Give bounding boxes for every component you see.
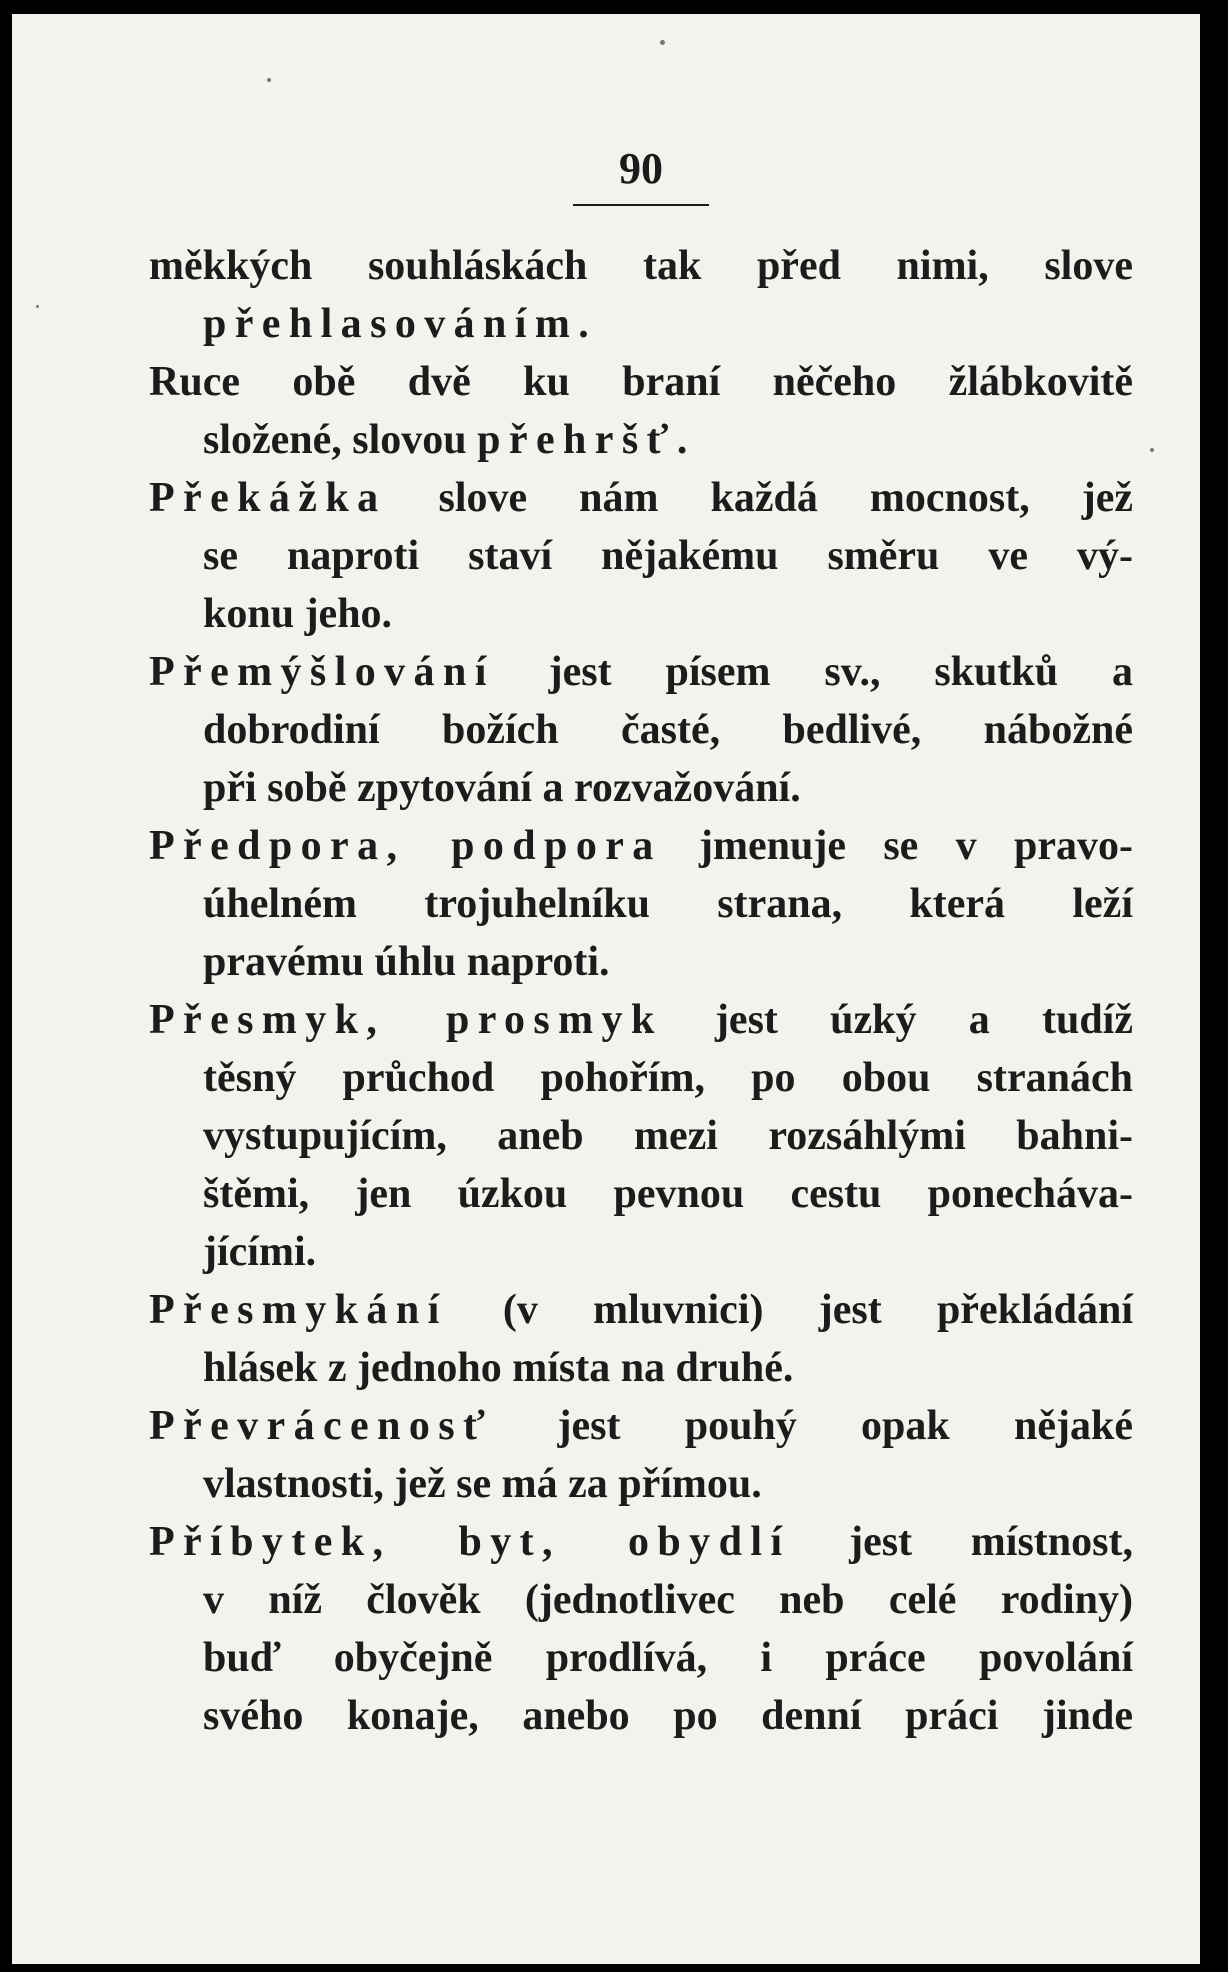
body-text: vlastnosti, jež se má za přímou. <box>203 1461 762 1507</box>
body-text: složené, slovou <box>203 417 478 463</box>
text-line <box>203 1688 1133 1744</box>
body-text: slove nám každá mocnost, jež <box>386 475 1133 521</box>
text-line <box>203 876 1133 932</box>
body-text: svého konaje, anebo po denní práci jinde <box>203 1693 1133 1739</box>
text-line <box>203 528 1133 584</box>
scan-speck <box>1150 448 1154 452</box>
text-line <box>149 992 1133 1048</box>
body-text: měkkých souhláskách tak před nimi, slove <box>149 243 1133 289</box>
text-line <box>203 412 1133 468</box>
body-text: Ruce obě dvě ku braní něčeho žlábkovitě <box>149 359 1133 405</box>
body-text: pravému úhlu naproti. <box>203 939 610 985</box>
text-line <box>203 702 1133 758</box>
text-line <box>203 1572 1133 1628</box>
body-text: vystupujícím, aneb mezi rozsáhlými bahni- <box>203 1113 1133 1159</box>
body-text: jícími. <box>203 1229 317 1275</box>
headword: přehršť. <box>477 417 696 463</box>
text-line <box>149 1514 1133 1570</box>
text-line <box>149 1282 1133 1338</box>
page-number: 90 <box>619 144 663 193</box>
headword: Příbytek, byt, obydlí <box>149 1519 791 1565</box>
headword: Převrácenosť <box>149 1403 494 1449</box>
body-text: dobrodiní božích časté, bedlivé, nábožné <box>203 707 1133 753</box>
text-line <box>149 238 1133 294</box>
body-text: (v mluvnici) jest překládání <box>447 1287 1133 1333</box>
body-text: úhelném trojuhelníku strana, která leží <box>203 881 1133 927</box>
headword: Překážka <box>149 475 387 521</box>
body-text: jmenuje se v pravo- <box>661 823 1133 869</box>
text-line <box>203 1108 1133 1164</box>
text-line <box>203 1456 1133 1512</box>
body-text: buď obyčejně prodlívá, i práce povolání <box>203 1635 1133 1681</box>
text-line <box>149 644 1133 700</box>
headword: přehlasováním. <box>203 301 598 347</box>
scan-speck <box>36 305 39 308</box>
scan-speck <box>267 78 271 82</box>
text-line <box>203 1050 1133 1106</box>
text-line <box>203 934 1133 990</box>
body-text: v níž člověk (jednotlivec neb celé rodiny) <box>203 1577 1133 1623</box>
body-text: jest pouhý opak nějaké <box>493 1403 1133 1449</box>
text-line <box>203 296 1133 352</box>
body-text: při sobě zpytování a rozvažování. <box>203 765 801 811</box>
body-text: konu jeho. <box>203 591 393 637</box>
text-line <box>149 1398 1133 1454</box>
headword: Předpora, podpora <box>149 823 662 869</box>
body-text: hlásek z jednoho místa na druhé. <box>203 1345 794 1391</box>
scan-speck <box>660 40 665 45</box>
text-line <box>203 760 1133 816</box>
body-text: jest místnost, <box>790 1519 1133 1565</box>
text-line <box>203 1224 1133 1280</box>
text-line <box>203 1340 1133 1396</box>
body-text: štěmi, jen úzkou pevnou cestu ponecháva- <box>203 1171 1133 1217</box>
text-line <box>149 818 1133 874</box>
text-line <box>203 1630 1133 1686</box>
text-line <box>203 586 1133 642</box>
body-text: těsný průchod pohořím, po obou stranách <box>203 1055 1133 1101</box>
text-line <box>203 1166 1133 1222</box>
headword: Přesmyk, prosmyk <box>149 997 663 1043</box>
headword: Přesmykání <box>149 1287 448 1333</box>
headword: Přemýšlování <box>149 649 495 695</box>
body-text: se naproti staví nějakému směru ve vý- <box>203 533 1133 579</box>
text-line <box>149 354 1133 410</box>
body-text: jest písem sv., skutků a <box>494 649 1133 695</box>
text-line <box>149 470 1133 526</box>
body-text: jest úzký a tudíž <box>662 997 1133 1043</box>
